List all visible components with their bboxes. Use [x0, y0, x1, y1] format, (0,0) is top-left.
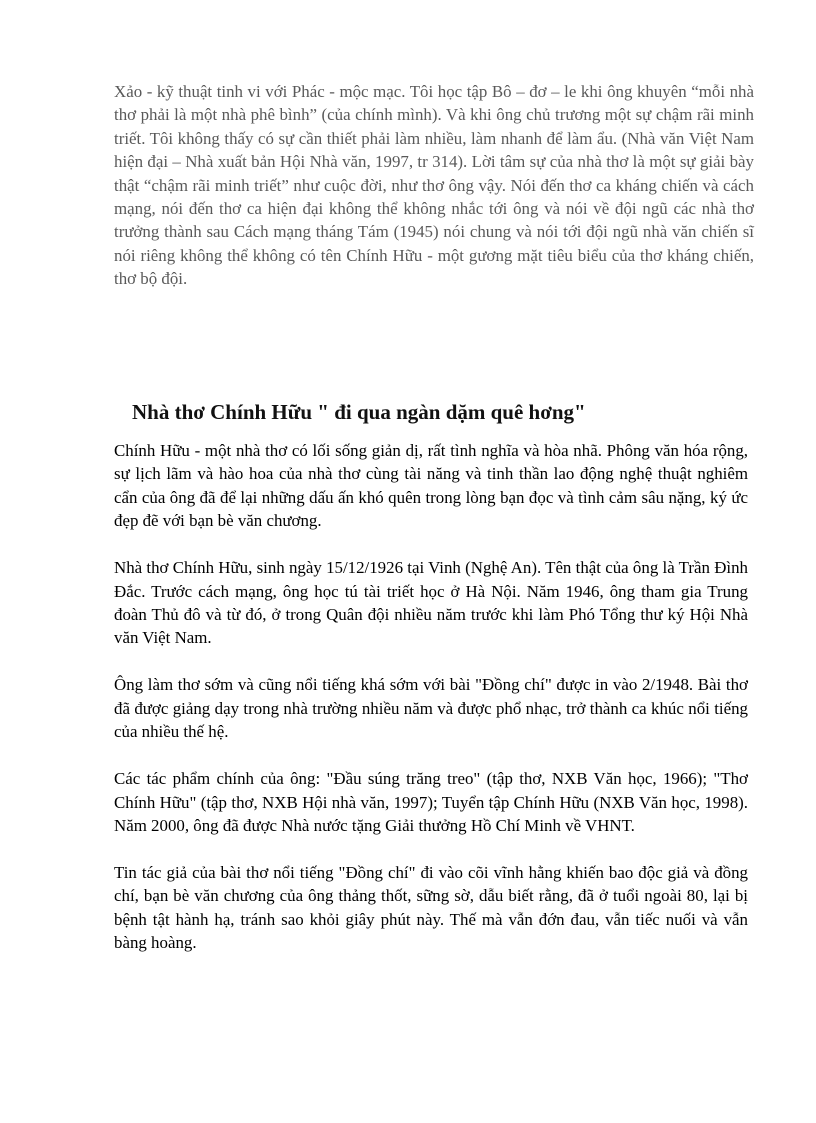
paragraph-early-career: Ông làm thơ sớm và cũng nổi tiếng khá sớm với bài "Đồng chí" được in vào 2/1948. Bài thơ đã được giảng dạy trong nhà trường nhiều năm và được phổ nhạc, trở thành ca khúc nổi tiếng của nhiều thế hệ.: [114, 675, 748, 742]
paragraph-works: Các tác phẩm chính của ông: "Đầu súng trăng treo" (tập thơ, NXB Văn học, 1966); "Thơ Chính Hữu" (tập thơ, NXB Hội nhà văn, 1997); Tuyển tập Chính Hữu (NXB Văn học, 1998). Năm 2000, ông đã được Nhà nước tặng Giải thưởng Hồ Chí Minh về VHNT.: [114, 769, 748, 836]
section-heading: Nhà thơ Chính Hữu " đi qua ngàn dặm quê hơng": [132, 400, 586, 424]
article-body: [114, 439, 748, 978]
paragraph-biography: Nhà thơ Chính Hữu, sinh ngày 15/12/1926 tại Vinh (Nghệ An). Tên thật của ông là Trần Đình Đắc. Trước cách mạng, ông học tú tài triết học ở Hà Nội. Năm 1946, ông tham gia Trung đoàn Thủ đô và từ đó, ở trong Quân đội nhiều năm trước khi làm Phó Tổng thư ký Hội Nhà văn Việt Nam.: [114, 558, 748, 648]
paragraph-introduction: Chính Hữu - một nhà thơ có lối sống giản dị, rất tình nghĩa và hòa nhã. Phông văn hóa rộng, sự lịch lãm và hào hoa của nhà thơ cùng tài năng và tinh thần lao động nghệ thuật nghiêm cẩn của ông đã để lại những dấu ấn khó quên trong lòng bạn đọc và tình cảm sâu nặng, ký ức đẹp đẽ với bạn bè văn chương.: [114, 441, 748, 531]
intro-paragraph: Xảo - kỹ thuật tinh vi với Phác - mộc mạc. Tôi học tập Bô – đơ – le khi ông khuyên “mỗi nhà thơ phải là một nhà phê bình” (của chính mình). Và khi ông chủ trương một sự chậm rãi minh triết. Tôi không thấy có sự cần thiết phải làm nhiều, làm nhanh để làm ẩu. (Nhà văn Việt Nam hiện đại – Nhà xuất bản Hội Nhà văn, 1997, tr 314). Lời tâm sự của nhà thơ là một sự giải bày thật “chậm rãi minh triết” như cuộc đời, như thơ ông vậy. Nói đến thơ ca kháng chiến và cách mạng, nói đến thơ ca hiện đại không thể không nhắc tới ông và nói về đội ngũ các nhà thơ trưởng thành sau Cách mạng tháng Tám (1945) nói chung và nói tới đội ngũ nhà văn chiến sĩ nói riêng không thể không có tên Chính Hữu - một gương mặt tiêu biểu của thơ kháng chiến, thơ bộ đội.: [114, 82, 754, 289]
paragraph-passing: Tin tác giả của bài thơ nổi tiếng "Đồng chí" đi vào cõi vĩnh hằng khiến bao độc giả và đồng chí, bạn bè văn chương của ông thảng thốt, sững sờ, dẫu biết rằng, đã ở tuổi ngoài 80, lại bị bệnh tật hành hạ, tránh sao khỏi giây phút này. Thế mà vẫn đớn đau, vẫn tiếc nuối và vẫn bàng hoàng.: [114, 863, 748, 953]
